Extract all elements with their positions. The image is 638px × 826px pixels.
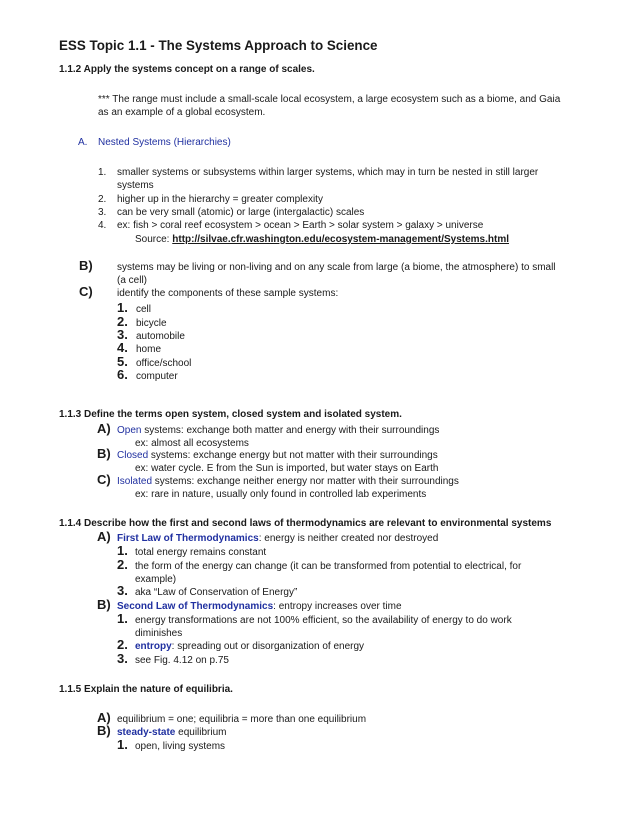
list-item: higher up in the hierarchy = greater complexity	[117, 194, 323, 205]
list-item: total energy remains constant	[135, 547, 267, 558]
list-item	[135, 641, 364, 653]
list-item-number: 4.	[98, 220, 107, 231]
source-link[interactable]: http://silvae.cfr.washington.edu/ecosystem-management/Systems.html	[172, 234, 510, 245]
term-open: Open	[117, 425, 142, 436]
list-marker: B)	[79, 258, 93, 273]
list-marker: A)	[97, 529, 111, 544]
list-item: smaller systems or subsystems within larger systems, which may in turn be nested in still larger	[117, 167, 539, 178]
list-marker: A)	[97, 710, 111, 725]
definition-text: systems: exchange neither energy nor matter with their surroundings	[152, 476, 459, 487]
term-closed: Closed	[117, 450, 149, 461]
term-entropy: entropy	[135, 641, 172, 652]
list-item: bicycle	[136, 318, 167, 329]
list-item: home	[136, 344, 162, 355]
page-title: ESS Topic 1.1 - The Systems Approach to Science	[59, 38, 378, 53]
subsection-marker: A.	[78, 137, 88, 148]
list-item-number: 5.	[117, 354, 128, 369]
list-item: open, living systems	[135, 741, 226, 752]
list-item-number: 1.	[117, 737, 128, 752]
list-item-number: 3.	[117, 327, 128, 342]
section-heading-1-1-3: 1.1.3 Define the terms open system, closed system and isolated system.	[59, 409, 402, 420]
list-marker: C)	[97, 472, 111, 487]
list-item-number: 3.	[98, 207, 107, 218]
definition-line	[117, 450, 438, 462]
term-first-law: First Law of Thermodynamics	[117, 533, 259, 544]
note-line: as an example of a global ecosystem.	[98, 107, 266, 118]
paragraph-line: systems may be living or non-living and on any scale from large (a biome, the atmosphere) to small	[117, 262, 556, 273]
source-label: Source:	[135, 234, 173, 245]
list-item-number: 3.	[117, 651, 128, 666]
list-item: can be very small (atomic) or large (intergalactic) scales	[117, 207, 365, 218]
list-item: cell	[136, 304, 152, 315]
list-item: computer	[136, 371, 178, 382]
section-heading-1-1-4: 1.1.4 Describe how the first and second laws of thermodynamics are relevant to environmental systems	[59, 518, 552, 529]
list-item: ex: fish > coral reef ecosystem > ocean > Earth > solar system > galaxy > universe	[117, 220, 484, 231]
section-heading-1-1-2: 1.1.2 Apply the systems concept on a range of scales.	[59, 64, 315, 75]
list-item: office/school	[136, 358, 192, 369]
list-item: systems	[117, 180, 154, 191]
list-marker: B)	[97, 597, 111, 612]
paragraph-line	[117, 727, 227, 739]
law-line	[117, 601, 402, 613]
note-line: *** The range must include a small-scale local ecosystem, a large ecosystem such as a biome, and Gaia	[98, 94, 561, 105]
list-marker: C)	[79, 284, 93, 299]
list-marker: A)	[97, 421, 111, 436]
list-item: diminishes	[135, 628, 183, 639]
law-text: : entropy increases over time	[273, 601, 402, 612]
list-item: aka “Law of Conservation of Energy”	[135, 587, 298, 598]
list-item-number: 1.	[117, 300, 128, 315]
list-marker: B)	[97, 446, 111, 461]
example-line: ex: almost all ecosystems	[135, 438, 249, 449]
list-item-number: 2.	[98, 194, 107, 205]
law-line	[117, 533, 438, 545]
list-item-number: 1.	[98, 167, 107, 178]
list-item-number: 1.	[117, 611, 128, 626]
list-item-number: 6.	[117, 367, 128, 382]
term-isolated: Isolated	[117, 476, 153, 487]
list-item-text: : spreading out or disorganization of energy	[171, 641, 365, 652]
source-line	[135, 234, 509, 246]
list-item-number: 4.	[117, 340, 128, 355]
law-text: : energy is neither created nor destroyed	[258, 533, 439, 544]
list-item-number: 1.	[117, 543, 128, 558]
list-item: automobile	[136, 331, 185, 342]
paragraph-line: identify the components of these sample systems:	[117, 288, 339, 299]
list-item: see Fig. 4.12 on p.75	[135, 655, 229, 666]
list-item-number: 2.	[117, 637, 128, 652]
definition-line	[117, 425, 439, 437]
definition-text: systems: exchange both matter and energy with their surroundings	[141, 425, 440, 436]
paragraph-line: (a cell)	[117, 275, 148, 286]
list-item: energy transformations are not 100% efficient, so the availability of energy to do work	[135, 615, 512, 626]
list-item-number: 2.	[117, 557, 128, 572]
list-marker: B)	[97, 723, 111, 738]
section-heading-1-1-5: 1.1.5 Explain the nature of equilibria.	[59, 684, 233, 695]
list-item-number: 2.	[117, 314, 128, 329]
definition-text: systems: exchange energy but not matter with their surroundings	[148, 450, 438, 461]
definition-line	[117, 476, 459, 488]
example-line: ex: rare in nature, usually only found in controlled lab experiments	[135, 489, 427, 500]
term-second-law: Second Law of Thermodynamics	[117, 601, 274, 612]
example-line: ex: water cycle. E from the Sun is imported, but water stays on Earth	[135, 463, 439, 474]
paragraph-text: equilibrium	[175, 727, 227, 738]
paragraph-line: equilibrium = one; equilibria = more than one equilibrium	[117, 714, 367, 725]
list-item: the form of the energy can change (it can be transformed from potential to electrical, for	[135, 561, 522, 572]
term-steady-state: steady-state	[117, 727, 176, 738]
list-item-number: 3.	[117, 583, 128, 598]
list-item: example)	[135, 574, 177, 585]
subsection-label: Nested Systems (Hierarchies)	[98, 137, 231, 148]
